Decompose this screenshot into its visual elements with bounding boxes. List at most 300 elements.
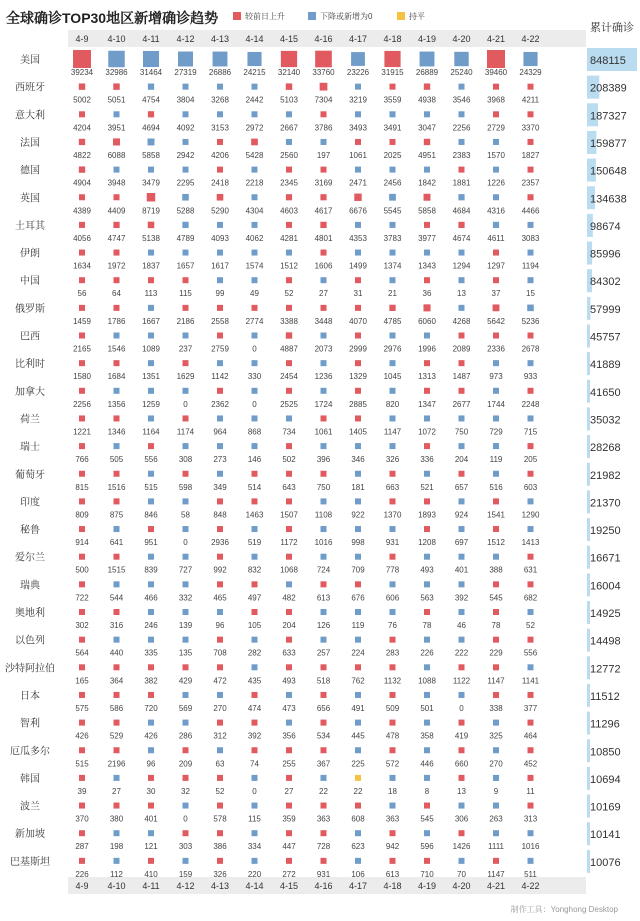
- daily-value-label: 2362: [211, 399, 229, 409]
- daily-marker: [424, 581, 430, 587]
- daily-value-label: 330: [247, 372, 262, 382]
- date-label-bottom: 4-20: [452, 881, 471, 891]
- daily-marker: [390, 250, 396, 256]
- total-value-label: 57999: [590, 303, 621, 316]
- daily-marker: [114, 803, 120, 809]
- daily-value-label: 1313: [418, 372, 436, 382]
- daily-value-label: 724: [316, 565, 331, 575]
- country-label: 以色列: [15, 635, 45, 647]
- daily-marker: [247, 52, 261, 66]
- daily-value-label: 5138: [142, 233, 160, 243]
- daily-marker: [528, 139, 534, 145]
- daily-marker: [148, 138, 155, 145]
- country-label: 伊朗: [20, 248, 40, 260]
- daily-marker: [114, 471, 120, 477]
- daily-value-label: 3479: [142, 178, 160, 188]
- daily-value-label: 5103: [280, 95, 298, 105]
- total-value-label: 45757: [590, 331, 621, 344]
- daily-value-label: 32: [181, 786, 190, 796]
- daily-value-label: 1463: [245, 510, 264, 520]
- date-label-top: 4-20: [452, 34, 471, 44]
- daily-marker: [321, 554, 327, 560]
- daily-marker: [79, 388, 85, 394]
- daily-value-label: 2025: [383, 150, 402, 160]
- daily-marker: [321, 388, 327, 394]
- daily-marker: [286, 194, 292, 200]
- daily-marker: [183, 111, 189, 117]
- daily-value-label: 1405: [349, 427, 367, 437]
- daily-marker: [459, 664, 465, 670]
- daily-marker: [286, 360, 292, 366]
- daily-value-label: 226: [75, 869, 89, 879]
- daily-marker: [252, 471, 258, 477]
- daily-value-label: 2759: [211, 344, 229, 354]
- daily-value-label: 146: [247, 455, 262, 465]
- daily-value-label: 728: [316, 842, 331, 852]
- daily-value-label: 3083: [521, 233, 540, 243]
- daily-value-label: 1164: [142, 427, 160, 437]
- daily-marker: [390, 388, 396, 394]
- daily-marker: [217, 111, 223, 117]
- daily-value-label: 78: [491, 621, 501, 630]
- daily-marker: [321, 664, 327, 670]
- daily-marker: [528, 443, 534, 449]
- daily-value-label: 1347: [418, 399, 436, 409]
- daily-value-label: 931: [385, 538, 400, 548]
- daily-marker: [252, 277, 258, 283]
- daily-value-label: 367: [316, 759, 331, 769]
- daily-value-label: 32986: [105, 68, 128, 77]
- daily-marker: [183, 498, 189, 504]
- daily-value-label: 1516: [107, 482, 126, 492]
- daily-marker: [424, 803, 430, 809]
- country-label: 德国: [20, 165, 40, 177]
- daily-marker: [281, 51, 297, 67]
- daily-marker: [493, 554, 499, 560]
- daily-marker: [217, 360, 223, 366]
- date-label-top: 4-21: [486, 34, 506, 44]
- daily-marker: [354, 194, 361, 201]
- daily-marker: [183, 333, 189, 339]
- total-value-label: 85996: [590, 248, 621, 261]
- total-value-label: 41650: [590, 386, 621, 399]
- daily-value-label: 2774: [245, 316, 264, 326]
- country-label: 巴西: [20, 331, 40, 343]
- daily-value-label: 2345: [280, 178, 298, 188]
- daily-marker: [183, 526, 189, 532]
- daily-marker: [355, 858, 361, 864]
- daily-marker: [79, 139, 85, 145]
- daily-value-label: 4951: [418, 150, 436, 160]
- daily-value-label: 1972: [107, 261, 126, 271]
- daily-value-label: 326: [213, 869, 227, 879]
- daily-value-label: 115: [248, 814, 261, 824]
- daily-value-label: 473: [282, 703, 296, 713]
- daily-marker: [390, 858, 396, 864]
- daily-marker: [390, 609, 396, 615]
- daily-value-label: 30: [146, 786, 156, 796]
- daily-marker: [321, 830, 327, 836]
- daily-value-label: 204: [282, 621, 296, 630]
- country-label: 意大利: [15, 110, 45, 122]
- daily-marker: [487, 50, 505, 68]
- daily-marker: [217, 443, 223, 449]
- daily-marker: [528, 581, 534, 587]
- country-label: 秘鲁: [20, 525, 40, 537]
- daily-value-label: 70: [457, 869, 466, 879]
- daily-value-label: 8: [424, 786, 430, 796]
- daily-marker: [252, 858, 258, 864]
- daily-value-label: 493: [282, 676, 296, 686]
- daily-marker: [148, 333, 154, 339]
- daily-value-label: 377: [523, 703, 538, 713]
- daily-value-label: 31464: [139, 68, 163, 77]
- daily-value-label: 246: [144, 621, 158, 630]
- country-label: 葡萄牙: [15, 469, 45, 481]
- daily-value-label: 39: [77, 786, 87, 796]
- country-label: 韩国: [20, 773, 40, 785]
- daily-value-label: 205: [523, 455, 538, 465]
- country-label: 爱尔兰: [15, 552, 45, 564]
- daily-marker: [252, 305, 258, 311]
- daily-value-label: 52: [215, 786, 225, 796]
- daily-marker: [493, 609, 499, 615]
- date-label-bottom: 4-11: [142, 881, 160, 891]
- daily-value-label: 346: [351, 455, 365, 465]
- daily-value-label: 78: [422, 621, 432, 630]
- daily-marker: [320, 194, 326, 200]
- daily-marker: [459, 720, 465, 726]
- daily-value-label: 401: [144, 814, 158, 824]
- daily-value-label: 778: [385, 565, 400, 575]
- daily-value-label: 5288: [176, 206, 195, 216]
- daily-marker: [493, 471, 499, 477]
- daily-marker: [390, 111, 396, 117]
- daily-marker: [286, 526, 292, 532]
- daily-value-label: 2089: [452, 344, 471, 354]
- daily-marker: [493, 194, 499, 200]
- daily-value-label: 3968: [487, 95, 505, 105]
- daily-value-label: 1744: [487, 399, 505, 409]
- daily-marker: [493, 858, 499, 864]
- daily-marker: [148, 830, 154, 836]
- daily-value-label: 563: [420, 593, 434, 603]
- daily-marker: [183, 747, 189, 753]
- daily-value-label: 113: [144, 289, 158, 299]
- daily-value-label: 1842: [418, 178, 436, 188]
- daily-value-label: 4887: [280, 344, 298, 354]
- daily-value-label: 32140: [277, 68, 301, 77]
- daily-marker: [493, 692, 499, 698]
- daily-value-label: 1016: [314, 538, 333, 548]
- daily-marker: [183, 443, 189, 449]
- daily-marker: [424, 194, 431, 201]
- daily-value-label: 22: [319, 786, 328, 796]
- daily-value-label: 135: [178, 648, 193, 658]
- daily-marker: [148, 664, 154, 670]
- daily-marker: [493, 277, 499, 283]
- daily-marker: [114, 609, 120, 615]
- country-label: 瑞士: [20, 442, 40, 454]
- daily-marker: [183, 581, 189, 587]
- date-label-top: 4-16: [314, 34, 333, 44]
- daily-marker: [79, 333, 85, 339]
- daily-value-label: 4316: [487, 206, 505, 216]
- daily-marker: [321, 305, 327, 311]
- daily-marker: [321, 747, 327, 753]
- daily-value-label: 1297: [487, 261, 505, 271]
- daily-marker: [79, 747, 85, 753]
- daily-value-label: 447: [282, 842, 296, 852]
- daily-value-label: 478: [385, 731, 400, 741]
- daily-marker: [528, 111, 534, 117]
- daily-value-label: 27: [112, 786, 121, 796]
- daily-value-label: 452: [523, 759, 538, 769]
- daily-value-label: 46: [457, 621, 466, 630]
- daily-value-label: 762: [351, 676, 365, 686]
- daily-value-label: 515: [144, 482, 158, 492]
- daily-marker: [459, 637, 465, 643]
- daily-value-label: 4603: [280, 206, 298, 216]
- country-label: 法国: [20, 137, 40, 149]
- daily-marker: [252, 609, 258, 615]
- daily-marker: [286, 222, 292, 228]
- daily-marker: [79, 803, 85, 809]
- daily-value-label: 325: [489, 731, 503, 741]
- daily-marker: [286, 830, 292, 836]
- daily-value-label: 545: [420, 814, 434, 824]
- daily-value-label: 1606: [314, 261, 333, 271]
- date-label-top: 4-18: [383, 34, 402, 44]
- daily-value-label: 2885: [349, 399, 367, 409]
- daily-marker: [114, 830, 120, 836]
- daily-value-label: 1499: [349, 261, 367, 271]
- daily-value-label: 2456: [383, 178, 402, 188]
- daily-value-label: 313: [523, 814, 538, 824]
- daily-marker: [286, 775, 292, 781]
- daily-value-label: 516: [489, 482, 503, 492]
- daily-marker: [493, 139, 499, 145]
- daily-value-label: 1541: [487, 510, 505, 520]
- daily-marker: [114, 498, 120, 504]
- daily-value-label: 3546: [452, 95, 471, 105]
- daily-value-label: 1088: [418, 676, 436, 686]
- daily-value-label: 572: [385, 759, 400, 769]
- date-label-bottom: 4-9: [75, 881, 89, 891]
- daily-marker: [424, 471, 430, 477]
- daily-marker: [390, 830, 396, 836]
- daily-value-label: 519: [247, 538, 262, 548]
- daily-marker: [79, 775, 85, 781]
- daily-marker: [424, 83, 430, 89]
- daily-marker: [389, 305, 395, 311]
- daily-marker: [286, 111, 292, 117]
- daily-marker: [527, 194, 533, 200]
- total-value-label: 16004: [590, 580, 621, 593]
- daily-value-label: 4674: [452, 233, 471, 243]
- daily-marker: [355, 360, 361, 366]
- country-label: 西班牙: [15, 82, 45, 94]
- daily-marker: [390, 554, 396, 560]
- daily-marker: [148, 637, 154, 643]
- daily-marker: [252, 747, 258, 753]
- daily-value-label: 623: [351, 842, 365, 852]
- daily-marker: [528, 526, 534, 532]
- daily-value-label: 4611: [487, 233, 505, 243]
- daily-marker: [528, 277, 534, 283]
- daily-marker: [528, 554, 534, 560]
- daily-marker: [493, 304, 500, 311]
- daily-marker: [355, 830, 361, 836]
- daily-marker: [148, 250, 154, 256]
- daily-value-label: 1580: [73, 372, 91, 382]
- daily-value-label: 0: [183, 399, 188, 409]
- daily-marker: [217, 277, 223, 283]
- daily-marker: [493, 222, 499, 228]
- daily-marker: [493, 581, 499, 587]
- daily-marker: [459, 609, 465, 615]
- daily-value-label: 380: [109, 814, 124, 824]
- daily-marker: [390, 139, 396, 145]
- daily-marker: [114, 415, 120, 421]
- daily-marker: [251, 139, 258, 146]
- daily-value-label: 1574: [245, 261, 264, 271]
- daily-value-label: 1045: [383, 372, 402, 382]
- daily-marker: [114, 277, 120, 283]
- daily-value-label: 4938: [418, 95, 436, 105]
- date-label-bottom: 4-10: [107, 881, 126, 891]
- daily-marker: [493, 415, 499, 421]
- daily-value-label: 4281: [280, 233, 298, 243]
- daily-value-label: 1343: [418, 261, 436, 271]
- daily-marker: [108, 51, 124, 67]
- daily-marker: [286, 167, 292, 173]
- date-label-bottom: 4-19: [417, 881, 437, 891]
- daily-marker: [183, 250, 189, 256]
- daily-value-label: 37: [491, 289, 501, 299]
- daily-marker: [79, 720, 85, 726]
- daily-value-label: 3951: [107, 123, 126, 133]
- daily-value-label: 76: [388, 621, 397, 630]
- daily-marker: [493, 747, 499, 753]
- daily-value-label: 1507: [280, 510, 298, 520]
- daily-marker: [390, 581, 396, 587]
- daily-value-label: 2942: [176, 150, 195, 160]
- daily-value-label: 4093: [211, 233, 229, 243]
- daily-marker: [252, 554, 258, 560]
- daily-value-label: 482: [282, 593, 296, 603]
- date-label-top: 4-17: [348, 34, 368, 44]
- daily-marker: [217, 664, 223, 670]
- daily-value-label: 335: [144, 648, 158, 658]
- total-value-label: 208389: [590, 82, 627, 95]
- country-label: 巴基斯坦: [10, 856, 50, 868]
- daily-marker: [148, 858, 154, 864]
- total-value-label: 21982: [590, 469, 621, 482]
- daily-value-label: 682: [523, 593, 538, 603]
- daily-value-label: 363: [385, 814, 400, 824]
- daily-marker: [183, 720, 189, 726]
- daily-value-label: 815: [75, 482, 89, 492]
- daily-value-label: 139: [178, 621, 193, 630]
- daily-marker: [148, 498, 154, 504]
- daily-marker: [182, 194, 189, 201]
- daily-marker: [79, 554, 85, 560]
- daily-value-label: 1881: [452, 178, 471, 188]
- daily-value-label: 2383: [452, 150, 471, 160]
- daily-marker: [390, 415, 396, 421]
- daily-value-label: 336: [420, 455, 434, 465]
- daily-value-label: 23226: [346, 68, 370, 77]
- daily-marker: [286, 471, 292, 477]
- total-value-label: 98674: [590, 220, 621, 233]
- daily-value-label: 2248: [521, 399, 540, 409]
- country-label: 厄瓜多尔: [10, 746, 50, 758]
- daily-value-label: 3804: [176, 95, 195, 105]
- total-column-header: 累计确诊: [590, 22, 634, 34]
- daily-value-label: 13: [457, 289, 466, 299]
- daily-value-label: 1208: [418, 538, 436, 548]
- daily-value-label: 750: [316, 482, 331, 492]
- daily-value-label: 22: [353, 786, 363, 796]
- daily-value-label: 914: [75, 538, 89, 548]
- daily-value-label: 31: [353, 289, 363, 299]
- daily-marker: [217, 775, 223, 781]
- daily-value-label: 39460: [484, 68, 508, 77]
- daily-value-label: 273: [213, 455, 227, 465]
- daily-marker: [217, 305, 223, 311]
- date-label-bottom: 4-21: [486, 881, 506, 891]
- daily-value-label: 2256: [73, 399, 91, 409]
- daily-marker: [355, 388, 361, 394]
- country-label: 中国: [20, 276, 40, 288]
- daily-marker: [252, 498, 258, 504]
- date-label-top: 4-13: [210, 34, 230, 44]
- daily-value-label: 4822: [73, 150, 91, 160]
- daily-value-label: 505: [109, 455, 124, 465]
- daily-marker: [148, 167, 154, 173]
- daily-marker: [320, 83, 328, 91]
- daily-marker: [528, 388, 534, 394]
- daily-marker: [321, 111, 327, 117]
- daily-value-label: 3219: [349, 95, 367, 105]
- daily-value-label: 575: [75, 703, 89, 713]
- daily-value-label: 545: [489, 593, 503, 603]
- daily-marker: [217, 609, 223, 615]
- daily-value-label: 1426: [452, 842, 471, 852]
- daily-value-label: 973: [489, 372, 503, 382]
- daily-marker: [252, 333, 258, 339]
- country-label: 印度: [20, 497, 40, 509]
- daily-value-label: 63: [215, 759, 225, 769]
- daily-value-label: 1374: [383, 261, 402, 271]
- daily-value-label: 931: [316, 869, 331, 879]
- daily-value-label: 1147: [487, 869, 505, 879]
- daily-marker: [321, 526, 327, 532]
- daily-value-label: 4304: [245, 206, 264, 216]
- daily-value-label: 0: [252, 786, 257, 796]
- daily-marker: [148, 415, 154, 421]
- daily-marker: [217, 250, 223, 256]
- daily-value-label: 1236: [314, 372, 333, 382]
- daily-marker: [252, 637, 258, 643]
- daily-value-label: 497: [247, 593, 262, 603]
- daily-value-label: 518: [316, 676, 331, 686]
- daily-value-label: 5236: [521, 316, 540, 326]
- daily-marker: [217, 692, 223, 698]
- daily-marker: [528, 664, 534, 670]
- daily-marker: [79, 250, 85, 256]
